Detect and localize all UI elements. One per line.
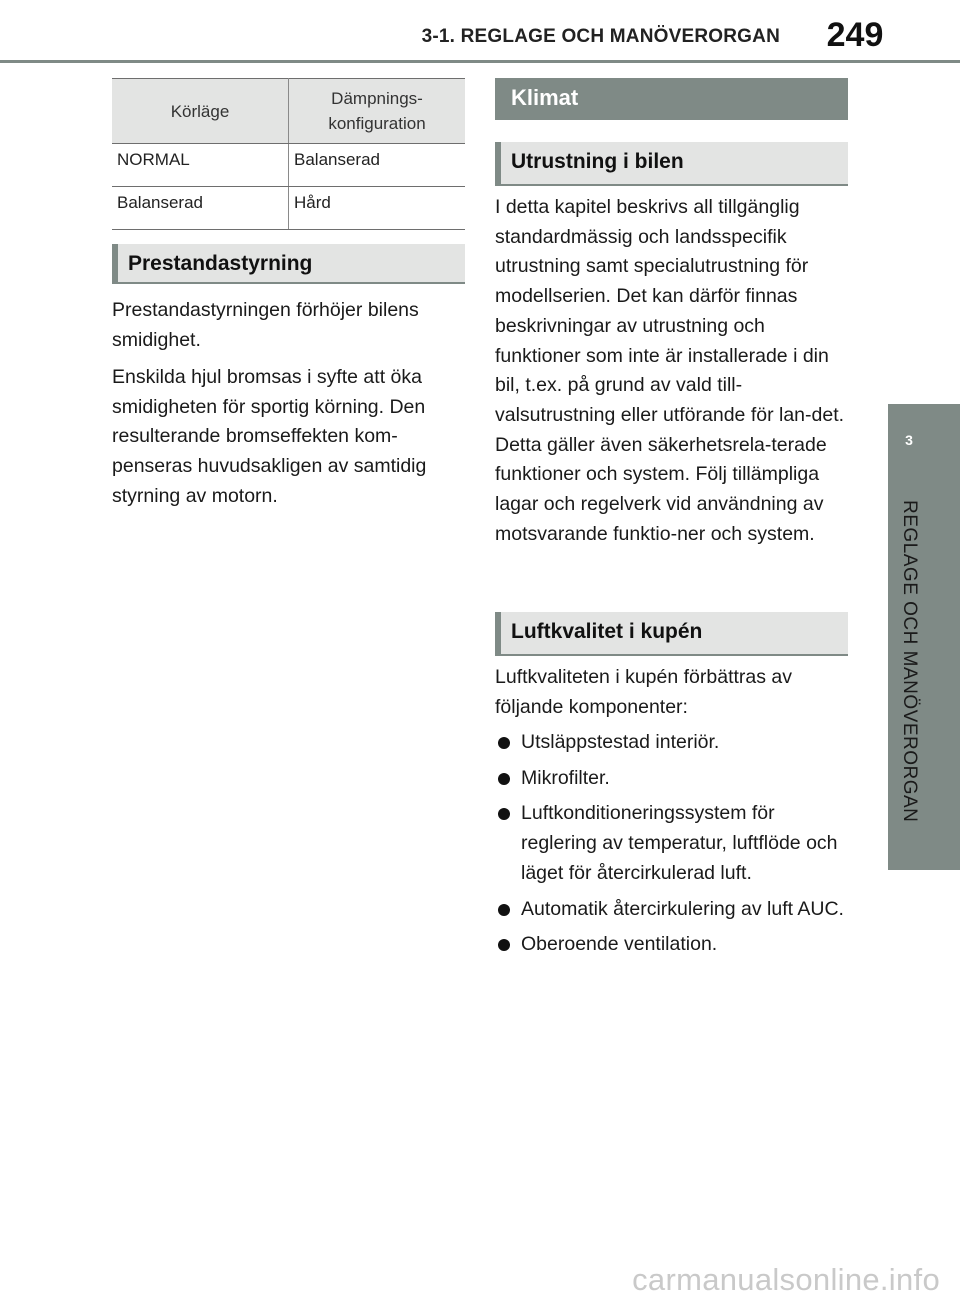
list-item <box>495 895 855 925</box>
list-item <box>495 799 855 888</box>
section-heading-utrustning: Utrustning i bilen <box>495 142 848 186</box>
chapter-heading-klimat: Klimat <box>495 78 848 120</box>
table-row <box>112 144 465 187</box>
list-item <box>495 728 855 758</box>
table-row <box>112 187 465 230</box>
section-heading-prestandastyrning: Prestandastyrning <box>112 244 465 284</box>
paragraph: Prestandastyrningen förhöjer bilens smidighet. <box>112 299 419 351</box>
bullet-icon <box>498 939 510 951</box>
list-item-text: Luftkonditioneringssystem för reglering av temperatur, luftflöde och läget för återcirkulerad luft. <box>521 802 838 884</box>
list-item <box>495 764 855 794</box>
watermark: carmanualsonline.info <box>632 1262 940 1297</box>
component-list <box>495 728 855 966</box>
list-item-text: Mikrofilter. <box>521 766 610 789</box>
bullet-icon <box>498 773 510 785</box>
header-rule <box>0 60 960 63</box>
table-header-damping: Dämpnings- konfiguration <box>289 79 466 144</box>
list-item-text: Oberoende ventilation. <box>521 933 718 956</box>
running-header-title: 3-1. REGLAGE OCH MANÖVERORGAN <box>421 26 780 47</box>
chapter-number: 3 <box>905 432 913 448</box>
table-cell: Balanserad <box>289 144 466 187</box>
list-item <box>495 930 855 960</box>
section-heading-luftkvalitet: Luftkvalitet i kupén <box>495 612 848 656</box>
chapter-label: REGLAGE OCH MANÖVERORGAN <box>899 500 920 823</box>
damping-table <box>112 78 465 230</box>
paragraph: I detta kapitel beskrivs all tillgänglig standardmässig och landsspecifik utrustning samt specialutrustning för modellserien. Det kan därför finnas beskrivningar av utrustning och funktioner som inte är installerade i din bil, t.ex. på grund av vald till-valsutrustning eller utförande för lan-det. Detta gäller även säkerhetsrela-terade funktioner och system. Följ tillämpliga lagar och regelverk vid användning av motsvarande funktio-ner och system. <box>495 196 845 545</box>
table-cell: Hård <box>289 187 466 230</box>
table-header-drive-mode: Körläge <box>112 79 289 144</box>
table-header-row <box>112 79 465 144</box>
paragraph: Luftkvaliteten i kupén förbättras av följande komponenter: <box>495 666 793 718</box>
list-item-text: Automatik återcirkulering av luft AUC. <box>521 897 844 920</box>
bullet-icon <box>498 808 510 820</box>
table-cell: Balanserad <box>112 187 289 230</box>
list-item-text: Utsläppstestad interiör. <box>521 731 720 753</box>
paragraph: Enskilda hjul bromsas i syfte att öka smidigheten för sportig körning. Den resulterande bromseffekten kom-penseras huvudsakligen av samtidig styrning av motorn. <box>112 366 427 507</box>
bullet-icon <box>498 904 510 916</box>
bullet-icon <box>498 737 510 749</box>
table-cell: NORMAL <box>112 144 289 187</box>
page-number: 249 <box>826 16 884 54</box>
